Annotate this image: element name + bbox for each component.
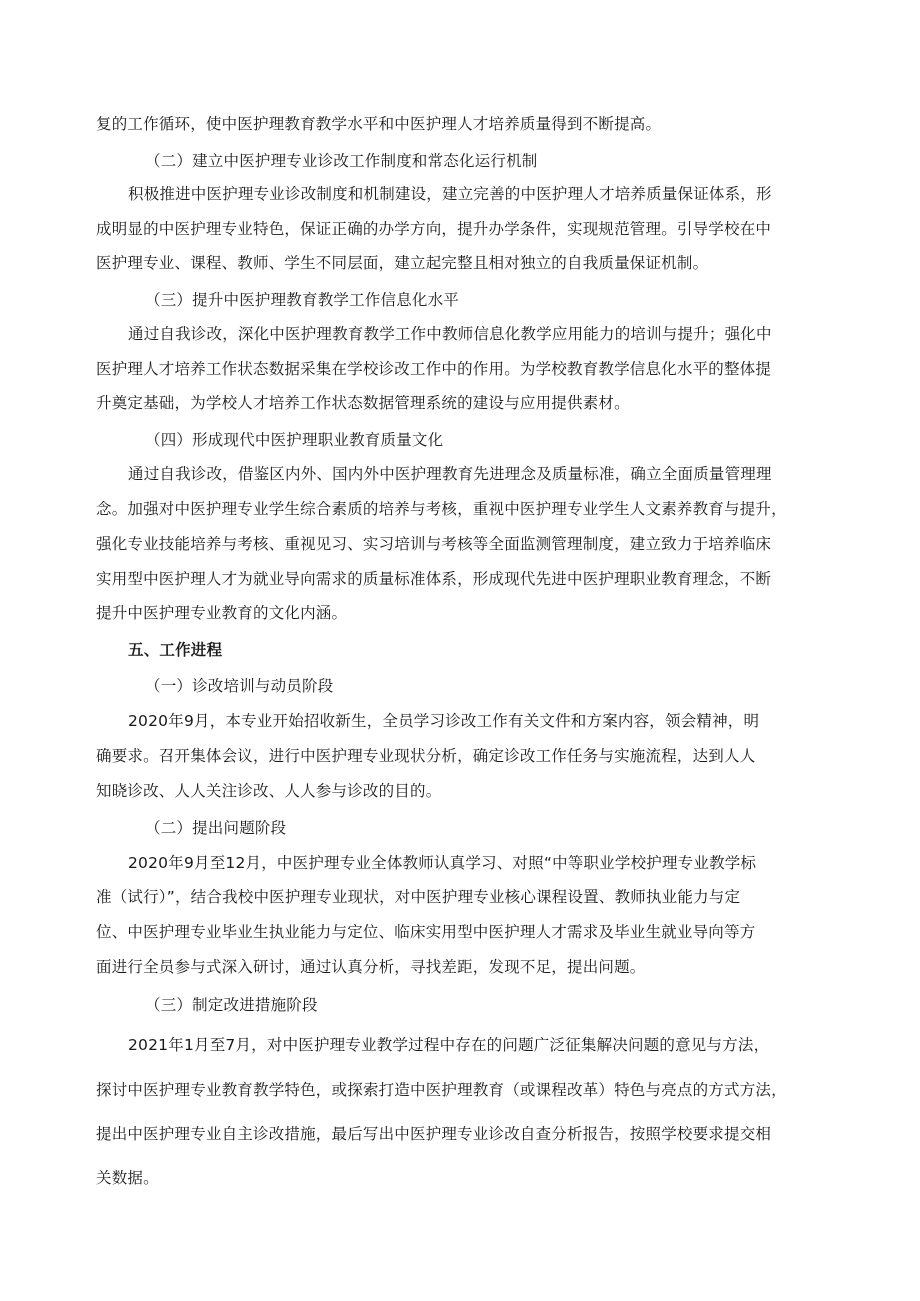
paragraph-line: 面进行全员参与式深入研讨，通过认真分析，寻找差距，发现不足，提出问题。	[96, 958, 646, 976]
paragraph-line: 探讨中医护理专业教育教学特色，或探索打造中医护理教育（或课程改革）特色与亮点的方式方法，	[96, 1081, 787, 1099]
section-subheading: （四）形成现代中医护理职业教育质量文化	[145, 431, 444, 449]
section-subheading: （二）提出问题阶段	[145, 819, 287, 837]
paragraph-line: 2021年1月至7月，对中医护理专业教学过程中存在的问题广泛征集解决问题的意见与方法，	[128, 1036, 770, 1054]
paragraph-line: 准（试行）”，结合我校中医护理专业现状，对中医护理专业核心课程设置、教师执业能力与定	[96, 888, 741, 906]
paragraph-line: 积极推进中医护理专业诊改制度和机制建设，建立完善的中医护理人才培养质量保证体系，形	[128, 185, 772, 203]
section-subheading: （三）制定改进措施阶段	[145, 996, 318, 1014]
paragraph-line: 位、中医护理专业毕业生执业能力与定位、临床实用型中医护理人才需求及毕业生就业导向等方	[96, 923, 756, 941]
section-subheading: （三）提升中医护理教育教学工作信息化水平	[145, 291, 460, 309]
paragraph-line: 确要求。召开集体会议，进行中医护理专业现状分析，确定诊改工作任务与实施流程，达到人人	[96, 747, 756, 765]
paragraph-line: 提出中医护理专业自主诊改措施，最后写出中医护理专业诊改自查分析报告，按照学校要求提交相	[96, 1125, 772, 1143]
paragraph-line: 医护理人才培养工作状态数据采集在学校诊改工作中的作用。为学校教育教学信息化水平的整体提	[96, 360, 772, 378]
paragraph-line: 强化专业技能培养与考核、重视见习、实习培训与考核等全面监测管理制度，建立致力于培养临床	[96, 535, 772, 553]
section-heading: 五、工作进程	[128, 641, 223, 659]
section-subheading: （二）建立中医护理专业诊改工作制度和常态化运行机制	[145, 152, 538, 170]
paragraph-line: 知晓诊改、人人关注诊改、人人参与诊改的目的。	[96, 782, 442, 800]
paragraph-line: 2020年9月，本专业开始招收新生，全员学习诊改工作有关文件和方案内容，领会精神，明	[128, 712, 760, 730]
paragraph-line: 念。加强对中医护理专业学生综合素质的培养与考核，重视中医护理专业学生人文素养教育与提升，	[96, 500, 787, 518]
paragraph-line: 升奠定基础，为学校人才培养工作状态数据管理系统的建设与应用提供素材。	[96, 394, 630, 412]
paragraph-line: 通过自我诊改，借鉴区内外、国内外中医护理教育先进理念及质量标准，确立全面质量管理理	[128, 465, 772, 483]
paragraph-line: 通过自我诊改，深化中医护理教育教学工作中教师信息化教学应用能力的培训与提升；强化中	[128, 325, 772, 343]
paragraph-line: 成明显的中医护理专业特色，保证正确的办学方向，提升办学条件，实现规范管理。引导学校在中	[96, 220, 772, 238]
paragraph-line: 复的工作循环，使中医护理教育教学水平和中医护理人才培养质量得到不断提高。	[96, 115, 662, 133]
paragraph-line: 关数据。	[96, 1169, 159, 1187]
paragraph-line: 实用型中医护理人才为就业导向需求的质量标准体系，形成现代先进中医护理职业教育理念，不断	[96, 570, 772, 588]
section-subheading: （一）诊改培训与动员阶段	[145, 677, 334, 695]
paragraph-line: 2020年9月至12月，中医护理专业全体教师认真学习、对照“中等职业学校护理专业教学标	[128, 854, 757, 872]
paragraph-line: 医护理专业、课程、教师、学生不同层面，建立起完整且相对独立的自我质量保证机制。	[96, 254, 709, 272]
paragraph-line: 提升中医护理专业教育的文化内涵。	[96, 604, 348, 622]
